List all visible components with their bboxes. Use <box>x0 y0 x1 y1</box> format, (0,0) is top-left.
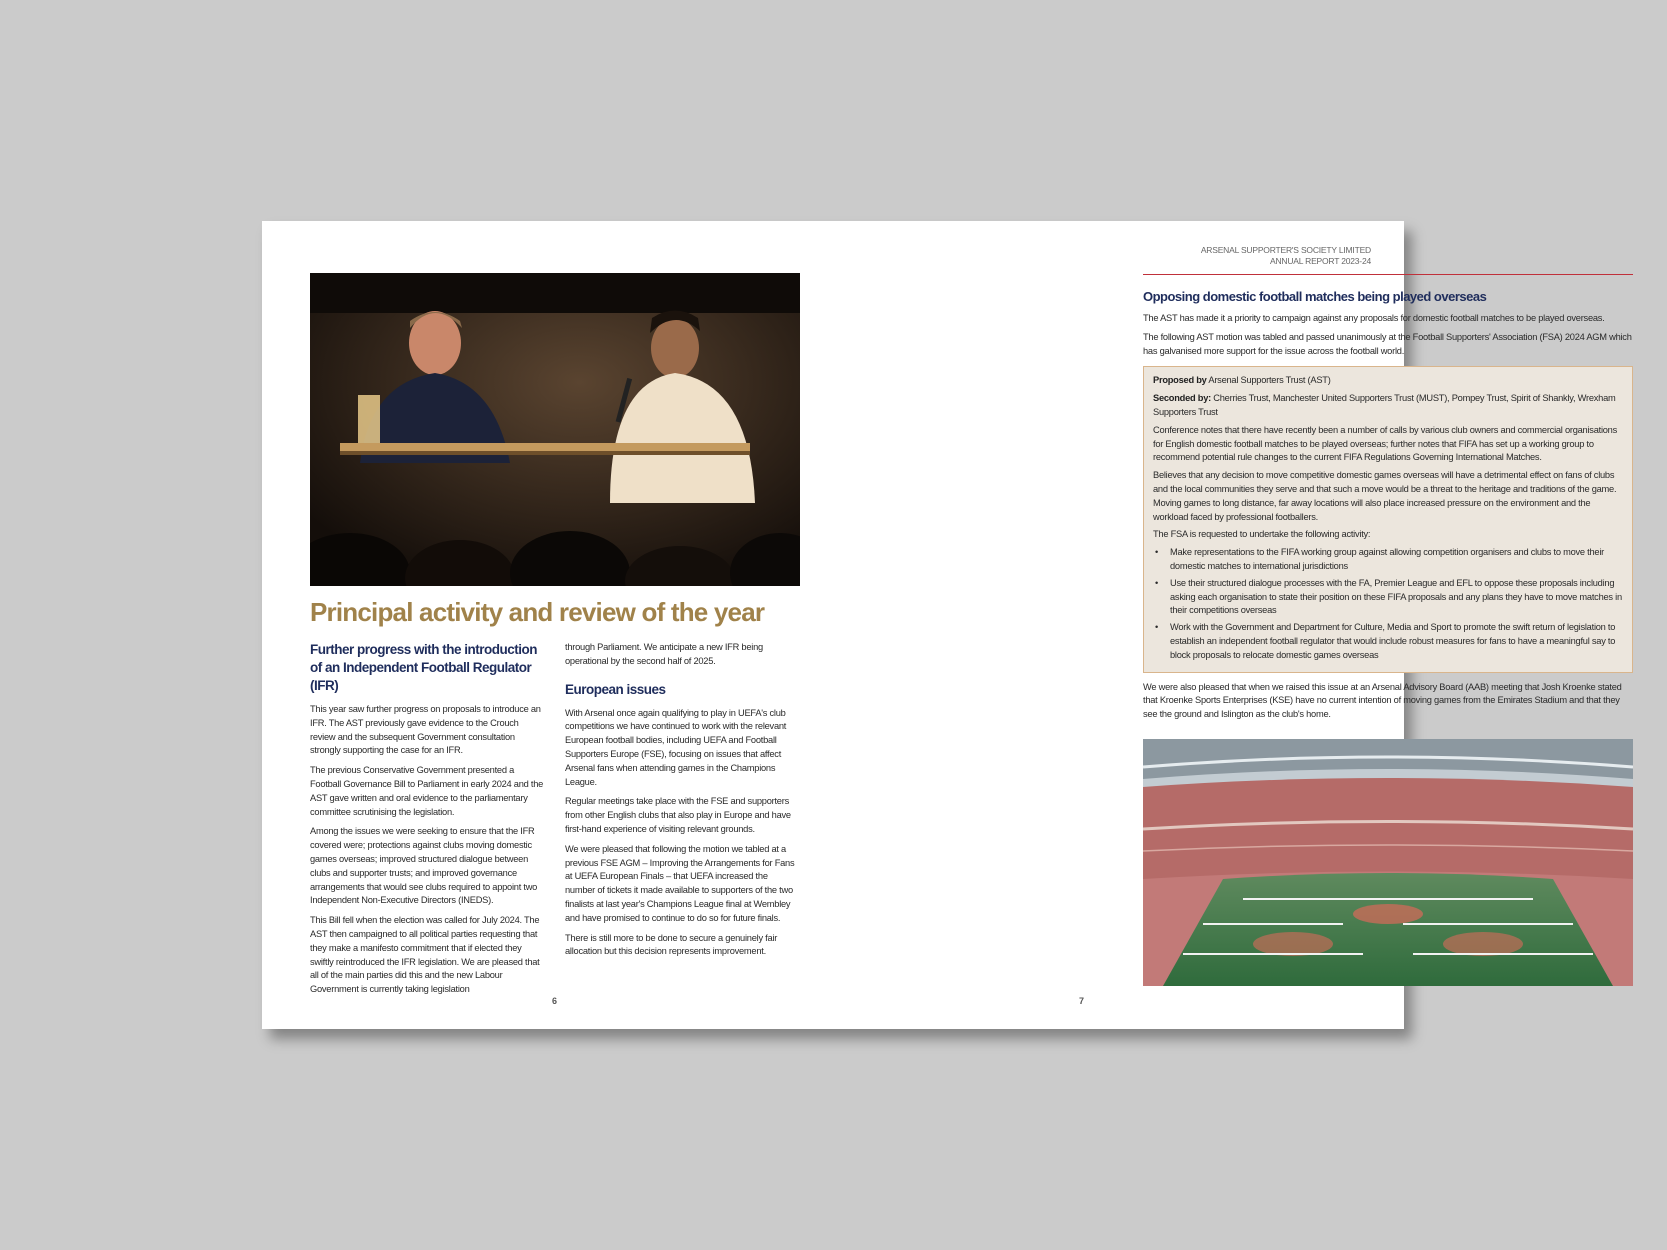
header-report: ANNUAL REPORT 2023-24 <box>1270 256 1371 266</box>
main-title: Principal activity and review of the year <box>310 597 765 627</box>
header-rule <box>1143 274 1633 275</box>
page-number: 7 <box>1079 996 1085 1006</box>
motion-paragraph: Conference notes that there have recently been a number of calls by various club owners and commercial organisations for English domestic football matches to be played overseas; further notes that FIFA has set up a working group to recommend potential rule changes to the current FIFA Regulations Governing International Matches. <box>1153 424 1618 463</box>
motion-bullets <box>1153 546 1623 662</box>
motion-paragraph: Believes that any decision to move competitive domestic games overseas will have a detrimental effect on fans of clubs and the local communities they serve and that such a move would be a threat to the heritage and traditions of the game. Moving games to long distance, far away locations will also place increased pressure on the environment and the workload faced by professional footballers. <box>1153 470 1617 522</box>
intro-paragraph: The AST has made it a priority to campaign against any proposals for domestic football matches to be played overseas. <box>1143 313 1605 323</box>
motion-paragraph: The FSA is requested to undertake the following activity: <box>1153 529 1371 540</box>
overseas-section <box>1143 288 1633 727</box>
ifr-paragraph: Among the issues we were seeking to ensure that the IFR covered were; protections against clubs moving domestic games overseas; improved structured dialogue between clubs and supporter trusts; and improved governance arrangements that would see clubs required to appoint two Independent Non-Executive Directors (INEDS). <box>310 826 538 906</box>
running-header <box>1201 245 1371 267</box>
intro-paragraph: The following AST motion was tabled and passed unanimously at the Football Supporters' Association (FSA) 2024 AGM which has galvanised more support for the issue across the football world. <box>1143 331 1632 356</box>
left-column <box>310 641 544 1003</box>
european-paragraph: We were pleased that following the motion we tabled at a previous FSE AGM – Improving the Arrangements for Fans at UEFA European Finals – that UEFA increased the number of tickets it made available to supporters of the two finalists at last year's Champions League final at Wembley and have promised to continue to do so for future finals. <box>565 843 795 923</box>
european-paragraph: There is still more to be done to secure a genuinely fair allocation but this decision represents improvement. <box>565 932 778 957</box>
right-column <box>565 641 799 965</box>
closing-paragraph: We were also pleased that when we raised this issue at an Arsenal Advisory Board (AAB) meeting that Josh Kroenke stated that Kroenke Sports Enterprises (KSE) have no current intention of moving games from the Emirates Stadium and that they see the ground and Islington as the club's home. <box>1143 681 1622 720</box>
page-right <box>833 221 1632 1029</box>
proposed-label: Proposed by <box>1153 375 1207 386</box>
ifr-heading: Further progress with the introduction of an Independent Football Regulator (IFR) <box>310 642 537 693</box>
page-number: 6 <box>552 996 558 1006</box>
overseas-heading: Opposing domestic football matches being played overseas <box>1143 289 1487 304</box>
ifr-paragraph: This year saw further progress on proposals to introduce an IFR. The AST previously gave evidence to the Crouch review and the subsequent Government consultation strongly supporting the case for an IFR. <box>310 704 541 756</box>
ifr-paragraph: The previous Conservative Government presented a Football Governance Bill to Parliament in early 2024 and the AST gave written and oral evidence to the parliamentary committee scrutinising the legislation. <box>310 765 544 817</box>
report-spread <box>262 221 1632 1029</box>
seconded-by <box>1153 392 1623 420</box>
proposed-by <box>1153 374 1623 388</box>
european-heading: European issues <box>565 681 666 697</box>
motion-bullet: • Make representations to the FIFA working group against allowing competition organisers and clubs to move their domestic matches to international jurisdictions <box>1153 546 1623 574</box>
seconded-label: Seconded by: <box>1153 393 1211 404</box>
seconded-value: Cherries Trust, Manchester United Supporters Trust (MUST), Pompey Trust, Spirit of Shankly, Wrexham Supporters Trust <box>1153 393 1616 417</box>
motion-box <box>1143 366 1633 672</box>
ifr-continuation: through Parliament. We anticipate a new IFR being operational by the second half of 2025. <box>565 642 763 666</box>
motion-bullet: • Work with the Government and Department for Culture, Media and Sport to promote the swift return of legislation to establish an independent football regulator that would include robust measures for fans to have a meaningful say to block proposals to relocate domestic games overseas <box>1153 621 1623 662</box>
header-org: ARSENAL SUPPORTER'S SOCIETY LIMITED <box>1200 245 1371 255</box>
stadium-photo <box>1143 739 1633 986</box>
proposed-value: Arsenal Supporters Trust (AST) <box>1206 375 1331 386</box>
european-paragraph: Regular meetings take place with the FSE and supporters from other English clubs that also play in Europe and have first-hand experience of visiting relevant grounds. <box>565 796 791 834</box>
ifr-paragraph: This Bill fell when the election was called for July 2024. The AST then campaigned to all political parties requesting that they make a manifesto commitment that if elected they swiftly reintroduced the IFR legislation. We are pleased that all of the main parties did this and the new Labour Government is currently taking legislation <box>310 915 540 995</box>
motion-bullet: • Use their structured dialogue processes with the FA, Premier League and EFL to oppose these proposals including asking each organisation to state their position on these FIFA proposals and any plans they have to move matches in their competitions overseas <box>1153 577 1623 618</box>
page-left <box>262 221 833 1029</box>
european-paragraph: With Arsenal once again qualifying to play in UEFA's club competitions we have continued to work with the relevant European football bodies, including UEFA and Football Supporters Europe (FSE), focusing on issues that affect Arsenal fans when attending games in the Champions League. <box>565 707 787 787</box>
speakers-photo <box>310 273 800 586</box>
